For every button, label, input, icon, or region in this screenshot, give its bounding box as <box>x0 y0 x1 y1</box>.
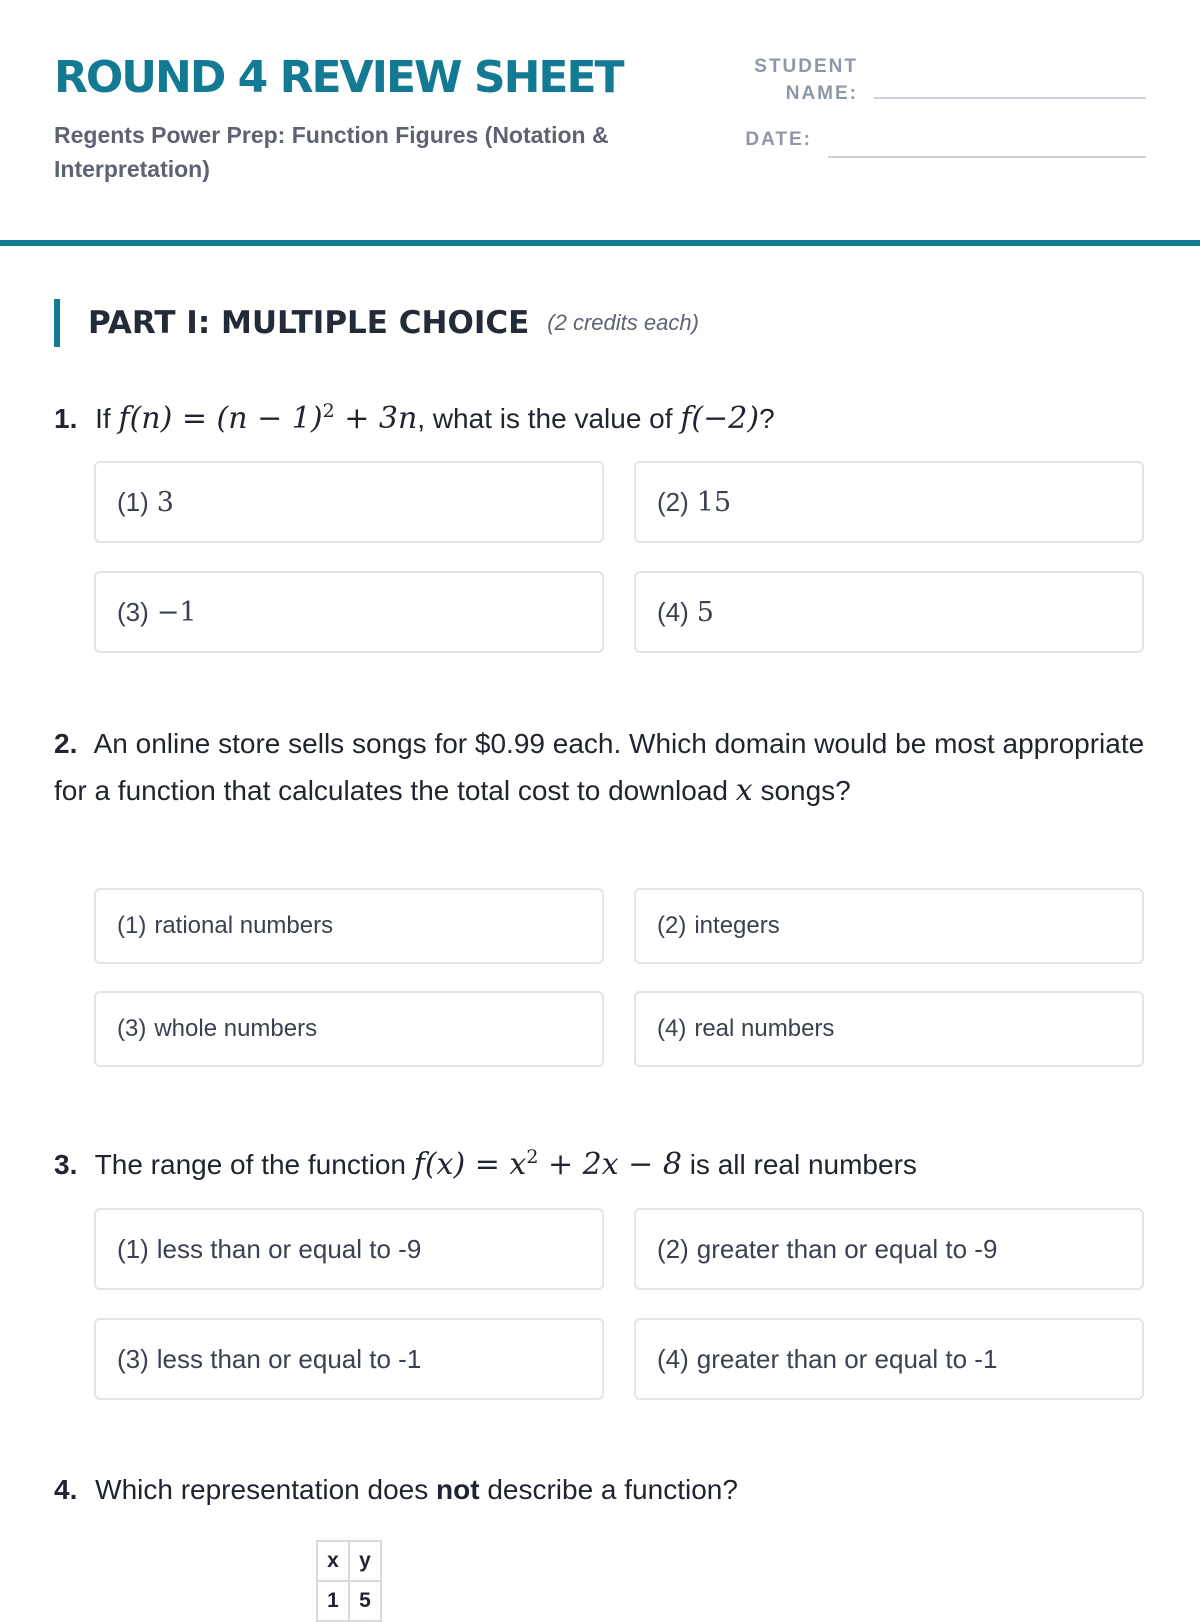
worksheet-header <box>0 0 1200 246</box>
part-credits-note: (2 credits each) <box>547 310 699 335</box>
part-title: PART I: MULTIPLE CHOICE <box>88 305 530 341</box>
q3-option-2[interactable]: (2) greater than or equal to -9 <box>634 1208 1144 1290</box>
part-1-heading <box>54 298 699 348</box>
page-title: ROUND 4 REVIEW SHEET <box>54 52 623 103</box>
q3-option-3[interactable]: (3) less than or equal to -1 <box>94 1318 604 1400</box>
q1-option-3[interactable]: (3) −1 <box>94 571 604 653</box>
date-field[interactable] <box>828 156 1146 158</box>
table-header-y: y <box>349 1541 381 1581</box>
q1-option-1[interactable]: (1) 3 <box>94 461 604 543</box>
q1-option-4[interactable]: (4) 5 <box>634 571 1144 653</box>
q3-option-1[interactable]: (1) less than or equal to -9 <box>94 1208 604 1290</box>
q2-option-4[interactable]: (4) real numbers <box>634 991 1144 1067</box>
table-row <box>317 1581 381 1621</box>
question-3: 3. The range of the function $f(x) = x^2 + 2x - 8$ is all real numbers <box>54 1146 917 1182</box>
question-2: 2. An online store sells songs for $0.99 each. Which domain would be most appropriate for a function that calculates the total cost to download x songs? <box>54 728 1145 808</box>
student-name-field[interactable] <box>874 97 1146 99</box>
q2-option-1[interactable]: (1) rational numbers <box>94 888 604 964</box>
question-4: 4. Which representation does not describe a function? <box>54 1474 738 1505</box>
table-row <box>317 1541 381 1581</box>
part-accent-bar <box>54 299 60 347</box>
table-cell: 1 <box>317 1581 349 1621</box>
table-header-x: x <box>317 1541 349 1581</box>
student-name-label: STUDENT NAME: <box>754 56 858 104</box>
q3-option-4[interactable]: (4) greater than or equal to -1 <box>634 1318 1144 1400</box>
q1-option-2[interactable]: (2) 15 <box>634 461 1144 543</box>
q2-option-3[interactable]: (3) whole numbers <box>94 991 604 1067</box>
q2-option-2[interactable]: (2) integers <box>634 888 1144 964</box>
date-label: DATE: <box>745 129 812 150</box>
header-divider <box>0 240 1200 246</box>
table-cell: 5 <box>349 1581 381 1621</box>
q4-xy-table <box>316 1540 382 1622</box>
page-subtitle: Regents Power Prep: Function Figures (Notation & Interpretation) <box>54 122 609 182</box>
question-1: 1. If $f(n) = (n - 1)^2 + 3n$, what is the value of f(−2)? <box>54 400 775 436</box>
